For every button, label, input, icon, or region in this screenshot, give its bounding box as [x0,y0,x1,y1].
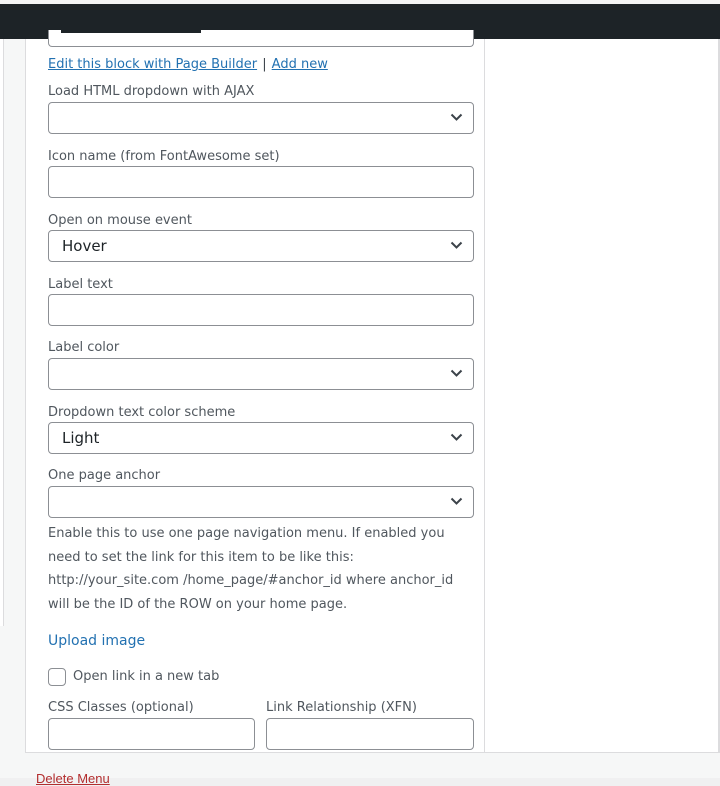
label-text-label: Label text [48,277,113,292]
mouse-event-select[interactable] [48,230,474,262]
menu-footer [25,752,720,786]
color-scheme-label: Dropdown text color scheme [48,405,236,420]
label-color-select[interactable] [48,358,474,390]
add-new-link[interactable]: Add new [271,57,328,72]
anchor-label: One page anchor [48,468,161,483]
label-text-input[interactable] [48,294,474,326]
mouse-event-label: Open on mouse event [48,213,192,228]
chevron-down-icon [450,433,463,442]
chevron-down-icon [450,369,463,378]
chevron-down-icon [450,497,463,506]
ajax-dropdown-label: Load HTML dropdown with AJAX [48,84,255,99]
open-new-tab-label: Open link in a new tab [73,669,220,684]
previous-field-text [61,30,201,33]
link-separator: | [262,57,267,72]
column-divider [484,39,485,752]
delete-menu-link[interactable]: Delete Menu [36,771,110,786]
color-scheme-value: Light [62,429,100,447]
label-color-label: Label color [48,340,120,355]
mouse-event-value: Hover [62,237,107,255]
edit-links [48,53,328,72]
upload-image-link[interactable]: Upload image [48,633,146,649]
anchor-description: Enable this to use one page navigation menu. If enabled you need to set the link for this item to be like this: http://your_site.com /home_page/#anchor_id where anchor_id will be the ID of the ROW on your home page. [48,526,454,613]
link-rel-label: Link Relationship (XFN) [266,700,417,715]
color-scheme-select[interactable] [48,422,474,454]
chevron-down-icon [450,113,463,122]
ajax-dropdown-select[interactable] [48,102,474,134]
css-classes-label: CSS Classes (optional) [48,700,194,715]
css-classes-input[interactable] [48,718,255,750]
anchor-select[interactable] [48,486,474,518]
chevron-down-icon [450,241,463,250]
edit-block-link[interactable]: Edit this block with Page Builder [48,57,258,72]
previous-field-bottom[interactable] [48,30,474,47]
icon-name-label: Icon name (from FontAwesome set) [48,149,280,164]
link-rel-input[interactable] [266,718,474,750]
left-column-panel [0,39,4,626]
open-new-tab-checkbox[interactable] [48,668,66,686]
icon-name-input[interactable] [48,166,474,198]
left-column [0,39,25,778]
